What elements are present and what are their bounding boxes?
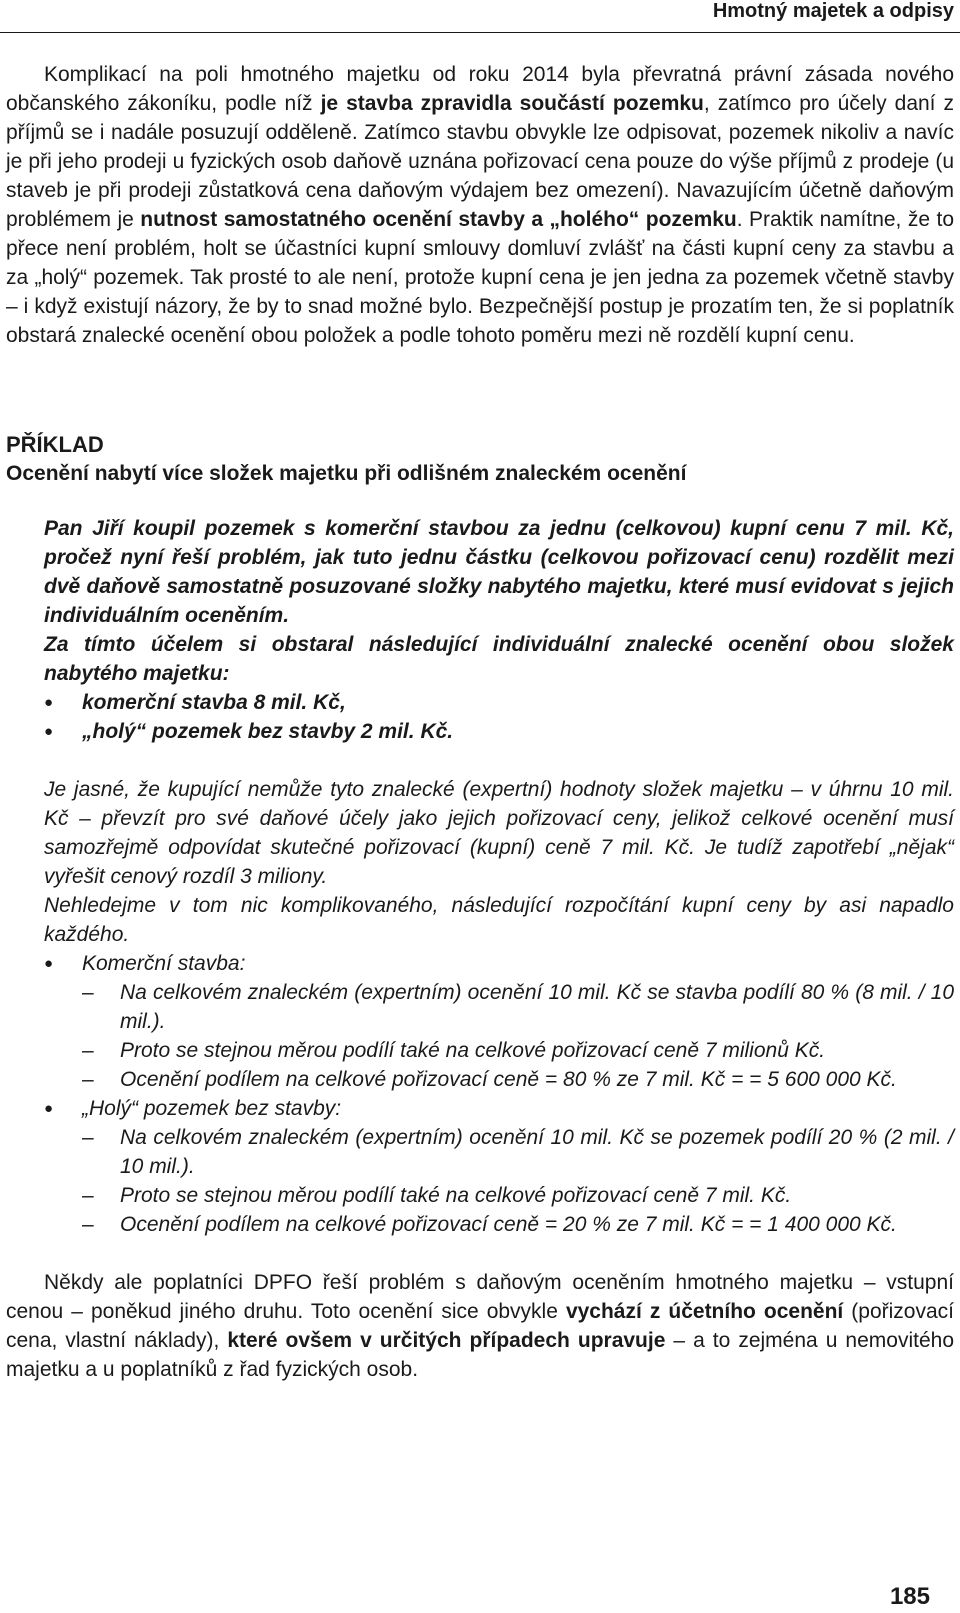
example-valuation-intro: Za tímto účelem si obstaral následující individuální znalecké ocenění obou složek nabytého majetku: xyxy=(44,633,954,685)
list-item: – Proto se stejnou měrou podílí také na celkové pořizovací ceně 7 milionů Kč. xyxy=(82,1036,954,1065)
intro-text-2: , zatímco pro účely daní z příjmů se i nadále posuzují odděleně. Zatímco stavbu obvykle lze odpisovat, pozemek nikoliv a navíc je při jeho prodeji u fyzických osob daňově uznána pořizovací cena pouze do výše příjmů z prodeje (u staveb je při prodeji zůstatková cena daňovým výdajem bez omezení). Navazujícím účetně daňovým problémem je xyxy=(6,92,955,231)
closing-paragraph xyxy=(6,1268,954,1384)
intro-emphasis-1: je stavba zpravidla součástí pozemku xyxy=(320,92,704,115)
example-title: Ocenění nabytí více složek majetku při odlišném znaleckém ocenění xyxy=(6,462,687,485)
intro-text-3: . Praktik namítne, že to přece není problém, holt se účastníci kupní smlouvy domluví zvlášť na části kupní ceny za stavbu a za „holý“ pozemek. Tak prosté to ale není, protože kupní cena je jen jedna za pozemek včetně stavby – i když existují názory, že by to snad možné bylo. Bezpečnější postup je prozatím ten, že si poplatník obstará znalecké ocenění obou položek a podle tohoto poměru mezi ně rozdělí kupní cenu. xyxy=(6,208,954,347)
example-approach: Nehledejme v tom nic komplikovaného, následující rozpočítání kupní ceny by asi napadlo každého. xyxy=(44,894,954,946)
land-label: „Holý“ pozemek bez stavby: xyxy=(82,1097,342,1120)
closing-text-1: Někdy ale poplatníci DPFO řeší problém s daňovým oceněním hmotného majetku – vstupní cenou – poněkud jiného druhu. Toto ocenění sice obvykle xyxy=(6,1271,954,1323)
list-item: – Na celkovém znaleckém (expertním) ocenění 10 mil. Kč se stavba podílí 80 % (8 mil. / 10 mil.). xyxy=(82,978,954,1036)
list-item-building xyxy=(44,949,954,1094)
list-item: ● komerční stavba 8 mil. Kč, xyxy=(44,688,954,717)
list-item: ● „holý“ pozemek bez stavby 2 mil. Kč. xyxy=(44,717,954,746)
closing-emphasis-1: vychází z účetního ocenění xyxy=(565,1300,844,1323)
closing-text-2: (pořizovací cena, vlastní náklady), xyxy=(6,1300,954,1352)
header-rule xyxy=(0,32,960,33)
example-body xyxy=(44,514,954,1239)
list-item: – Na celkovém znaleckém (expertním) ocenění 10 mil. Kč se pozemek podílí 20 % (2 mil. / 10 mil.). xyxy=(82,1123,954,1181)
running-header: Hmotný majetek a odpisy xyxy=(712,0,954,22)
intro-paragraph xyxy=(6,60,954,350)
list-item: – Ocenění podílem na celkové pořizovací ceně = 20 % ze 7 mil. Kč = = 1 400 000 Kč. xyxy=(82,1210,954,1239)
intro-text-1: Komplikací na poli hmotného majetku od roku 2014 byla převratná právní zásada nového občanského zákoníku, podle níž xyxy=(6,63,954,115)
valuation-list xyxy=(44,688,954,746)
land-steps xyxy=(82,1123,954,1239)
allocation-list xyxy=(44,949,954,1239)
building-label: Komerční stavba: xyxy=(82,952,246,975)
building-steps xyxy=(82,978,954,1094)
intro-emphasis-2: nutnost samostatného ocenění stavby a „holého“ pozemku xyxy=(140,208,737,231)
list-item: – Proto se stejnou měrou podílí také na celkové pořizovací ceně 7 mil. Kč. xyxy=(82,1181,954,1210)
example-assignment: Pan Jiří koupil pozemek s komerční stavbou za jednu (celkovou) kupní cenu 7 mil. Kč, pročež nyní řeší problém, jak tuto jednu částku (celkovou pořizovací cenu) rozdělit mezi dvě daňově samostatně posuzované složky nabytého majetku, které musí evidovat s jejich individuálním oceněním. xyxy=(44,517,954,627)
closing-text-3: – a to zejména u nemovitého majetku a u poplatníků z řad fyzických osob. xyxy=(6,1329,954,1381)
page-number: 185 xyxy=(889,1583,930,1610)
list-item-land xyxy=(44,1094,954,1239)
page-content xyxy=(6,60,954,1384)
list-item: – Ocenění podílem na celkové pořizovací ceně = 80 % ze 7 mil. Kč = = 5 600 000 Kč. xyxy=(82,1065,954,1094)
closing-emphasis-2: které ovšem v určitých případech upravuje xyxy=(227,1329,666,1352)
example-label: PŘÍKLAD xyxy=(6,432,104,457)
example-explanation: Je jasné, že kupující nemůže tyto znalecké (expertní) hodnoty složek majetku – v úhrnu 10 mil. Kč – převzít pro své daňové účely jako jejich pořizovací ceny, jelikož celkové ocenění musí samozřejmě odpovídat skutečné pořizovací (kupní) ceně 7 mil. Kč. Je tudíž zapotřebí „nějak“ vyřešit cenový rozdíl 3 miliony. xyxy=(44,778,954,888)
